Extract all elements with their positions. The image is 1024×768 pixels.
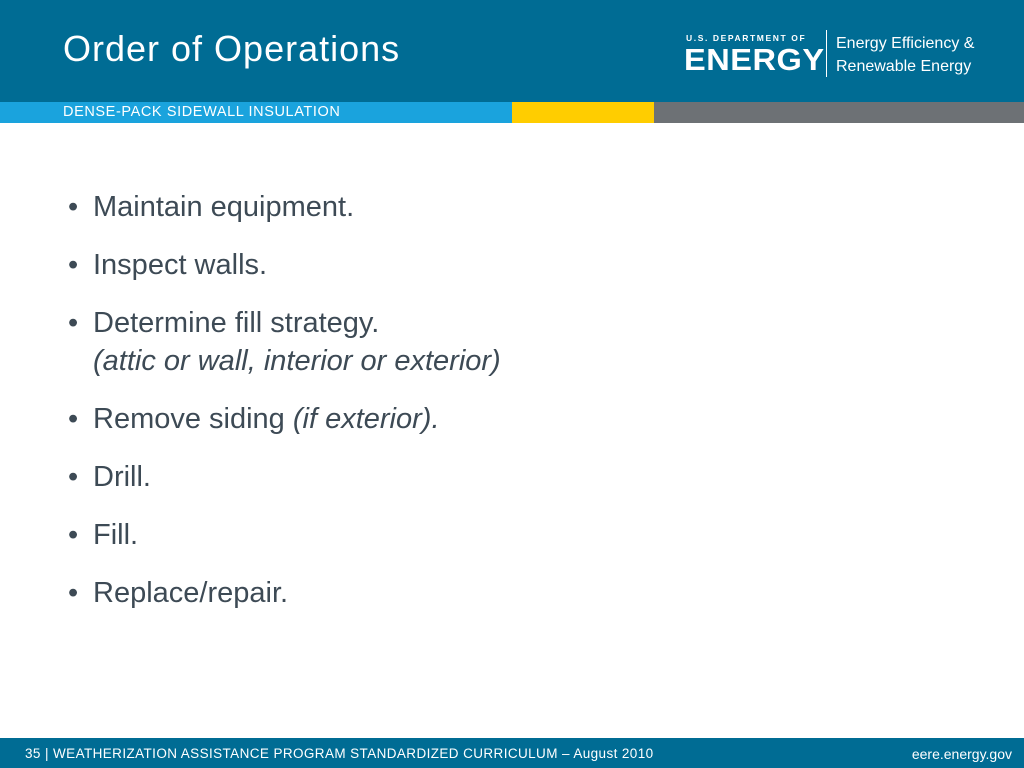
section-subtitle: DENSE-PACK SIDEWALL INSULATION [63, 104, 341, 120]
bullet-item [68, 458, 501, 496]
footer-website-link[interactable]: eere.energy.gov [911, 746, 1012, 762]
bullet-text: Maintain equipment. [93, 191, 355, 223]
bullet-dot-icon: • [68, 461, 79, 493]
logo-office-line-1: Energy Efficiency & [836, 35, 975, 52]
logo-office-text [836, 32, 974, 78]
bullet-subtext: (attic or wall, interior or exterior) [93, 345, 501, 377]
bullet-item [68, 516, 501, 554]
page-title: Order of Operations [63, 28, 401, 69]
footer-caption: 35 | WEATHERIZATION ASSISTANCE PROGRAM STANDARDIZED CURRICULUM – August 2010 [25, 746, 654, 761]
bullet-item [68, 574, 501, 612]
logo-energy-wordmark: ENERGY [684, 42, 825, 77]
subheader-stripe-yellow [512, 102, 654, 123]
logo-department-text: U.S. DEPARTMENT OF [686, 33, 807, 43]
bullet-item [68, 246, 501, 284]
bullet-dot-icon: • [68, 307, 79, 339]
bullet-dot-icon: • [68, 403, 79, 435]
bullet-dot-icon: • [68, 191, 79, 223]
bullet-text: Fill. [93, 519, 139, 551]
bullet-text: Replace/repair. [93, 577, 289, 609]
bullet-list [68, 188, 501, 632]
bullet-dot-icon: • [68, 249, 79, 281]
header-bar [0, 0, 1024, 102]
bullet-italic-note: (if exterior). [292, 403, 440, 435]
bullet-dot-icon: • [68, 519, 79, 551]
bullet-item [68, 304, 501, 380]
bullet-text: Remove siding [93, 403, 293, 435]
bullet-dot-icon: • [68, 577, 79, 609]
subheader-stripe-gray [654, 102, 1024, 123]
bullet-item [68, 188, 501, 226]
bullet-text: Determine fill strategy. [93, 307, 380, 339]
footer-bar [0, 738, 1024, 768]
doe-eere-logo [684, 30, 1004, 80]
bullet-text: Drill. [93, 461, 151, 493]
logo-office-line-2: Renewable Energy [836, 58, 972, 75]
logo-divider [826, 30, 827, 77]
bullet-item [68, 400, 501, 438]
bullet-text: Inspect walls. [93, 249, 268, 281]
